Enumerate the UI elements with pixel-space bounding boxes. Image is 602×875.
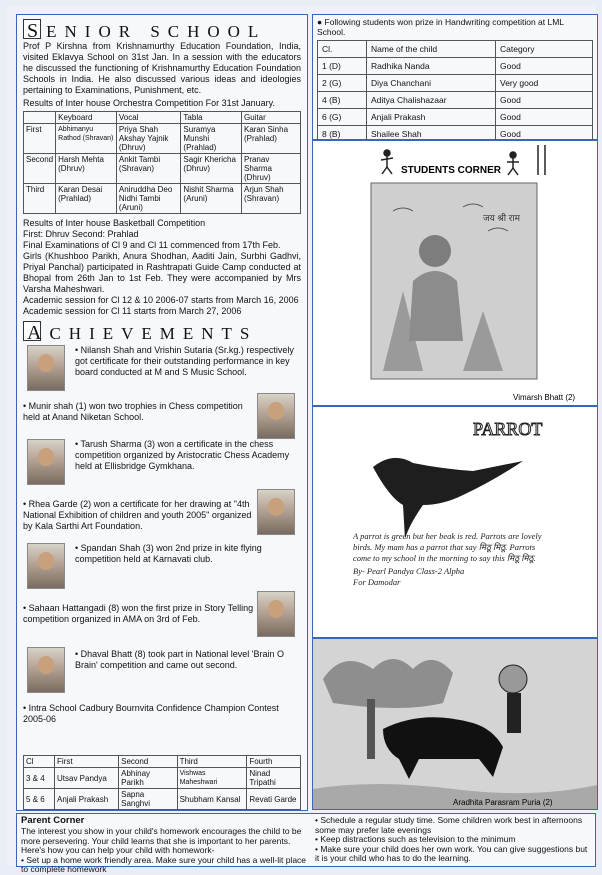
basketball-result: First: Dhruv Second: Prahlad xyxy=(23,229,139,239)
right-column xyxy=(312,14,598,809)
table-cell: Third xyxy=(177,756,247,768)
table-row xyxy=(318,109,593,126)
student-photo xyxy=(27,439,65,485)
table-cell: Second xyxy=(119,756,177,768)
exam-note: Final Examinations of Cl 9 and Cl 11 commenced from 17th Feb. xyxy=(23,240,281,250)
parent-corner-right: • Schedule a regular study time. Some children work best in afternoons some may prefer late evenings • Keep distractions such as television to the minimum • Make sure your child does her own work. You can give suggestions but it is your child who has to do the learning. xyxy=(315,815,588,863)
achievement-item: • Rhea Garde (2) won a certificate for her drawing at "4th National Exhibition of children and youth 2005" organized by Kala Sarthi Art Foundation. xyxy=(23,499,252,531)
table-cell: Suramya Munshi (Prahlad) xyxy=(181,124,242,154)
table-cell: Category xyxy=(496,41,593,58)
table-cell: 2 (G) xyxy=(318,75,367,92)
table-cell: Name of the child xyxy=(367,41,496,58)
student-photo xyxy=(27,647,65,693)
handwriting-table xyxy=(317,40,593,143)
table-row xyxy=(24,789,301,810)
student-photo xyxy=(27,543,65,589)
achievement-item: • Munir shah (1) won two trophies in Chess competition held at Anand Niketan School. xyxy=(23,401,243,422)
table-cell: Aniruddha Deo Nidhi Tambi (Aruni) xyxy=(116,184,181,214)
session-11-note: Academic session for Cl 11 starts from March 27, 2006 xyxy=(23,306,242,316)
achievement-item: • Sahaan Hattangadi (8) won the first prize in Story Telling competition organized in AMA on 3rd of Feb. xyxy=(23,603,254,624)
table-cell: Ninad Tripathi xyxy=(247,768,301,789)
parent-corner xyxy=(16,813,596,874)
table-cell: Good xyxy=(496,58,593,75)
basketball-title: Results of Inter house Basketball Competition xyxy=(23,218,206,228)
table-cell xyxy=(24,810,55,812)
village-drawing xyxy=(313,639,597,809)
contest-table xyxy=(23,755,301,811)
table-cell: Second xyxy=(24,154,56,184)
table-cell: Abhinay Parikh xyxy=(119,768,177,789)
table-cell: Nishit Sharma (Aruni) xyxy=(181,184,242,214)
table-row xyxy=(318,75,593,92)
svg-text:जय श्री राम: जय श्री राम xyxy=(483,213,520,223)
achievement-item: • Spandan Shah (3) won 2nd prize in kite flying competition held at Karnavati club. xyxy=(75,543,262,564)
page xyxy=(6,6,596,874)
table-cell: Anjali Prakash xyxy=(367,109,496,126)
session-12-note: Academic session for Cl 12 & 10 2006-07 starts from March 16, 2006 xyxy=(23,295,299,305)
table-header-row xyxy=(24,756,301,768)
orchestra-title: Results of Inter house Orchestra Competition For 31st January. xyxy=(23,98,275,108)
parent-corner-title: Parent Corner xyxy=(21,815,85,826)
senior-school-column xyxy=(16,14,308,811)
senior-intro: Prof P Kirshna from Krishnamurthy Education Foundation, India, visited Eklavya School on 31st Jan. In a session with the educators he discussed the functioning of Krishnamurthy Education Foundation Schools in India. He also discussed various ideas and ideologies pertaining to Examinations, Punishment, etc. xyxy=(23,41,301,95)
table-cell: First xyxy=(24,124,56,154)
table-cell: Good xyxy=(496,126,593,143)
table-cell xyxy=(247,810,301,812)
table-cell: 8 (B) xyxy=(318,126,367,143)
parent-corner-left: The interest you show in your child's homework encourages the child to be more persevering. Your child learns that she is important to her parents. Here's how you can help your child with homework- • Set up a home work friendly area. Make sure your child has a well-lit place to complete homework xyxy=(21,826,307,874)
students-corner-drawing xyxy=(313,141,597,405)
achievement-item: • Intra School Cadbury Bournvita Confidence Champion Contest 2005-06 xyxy=(23,703,279,724)
table-cell: 3 & 4 xyxy=(24,768,55,789)
orchestra-table xyxy=(23,111,301,214)
table-cell: Diya Chanchani xyxy=(367,75,496,92)
handwriting-prize-box xyxy=(312,14,598,140)
heading-initial: S xyxy=(27,20,47,42)
achievement-item: • Tarush Sharma (3) won a certificate in the chess competition organized by Aristocratic Chess Academy held at Ellisbridge Gymkhana. xyxy=(75,439,290,471)
table-cell: Third xyxy=(24,184,56,214)
table-cell: Vocal xyxy=(116,112,181,124)
table-row xyxy=(318,58,593,75)
table-cell: Ankit Tambi (Shravan) xyxy=(116,154,181,184)
table-cell: Abhimanyu Rathod (Shravan) xyxy=(56,124,117,154)
table-cell: Cl. xyxy=(318,41,367,58)
student-photo xyxy=(257,591,295,637)
table-row xyxy=(24,810,301,812)
table-cell: 5 & 6 xyxy=(24,789,55,810)
table-cell: Very good xyxy=(496,75,593,92)
table-cell: Keyboard xyxy=(56,112,117,124)
achievement-item: • Dhaval Bhatt (8) took part in National level 'Brain O Brain' competition and came out second. xyxy=(75,649,284,670)
table-cell: Sapna Sanghvi xyxy=(119,789,177,810)
table-cell: Harsh Mehta (Dhruv) xyxy=(56,154,117,184)
table-cell: Priya Shah Akshay Yajnik (Dhruv) xyxy=(116,124,181,154)
table-cell: Utsav Pandya xyxy=(55,768,119,789)
parrot-text: A parrot is green but her beak is red. Parrots are lovely birds. My mam has a parrot that say मिठू मिठू. Parrots come to my school in the morning to say this मिठू मिठू. xyxy=(353,531,542,563)
table-cell: Fourth xyxy=(247,756,301,768)
table-row xyxy=(24,124,301,154)
achievements-list xyxy=(17,343,307,753)
camp-note: Girls (Khushboo Parikh, Anura Shodhan, Aaditi Jain, Surbhi Gadhvi, Priyal Panchal) participated in Rashtrapati Guide Camp conducted at Bhopal from 26th Jan to 1st Feb. They were accompanied by Mrs Varsha Maheshwari. xyxy=(23,251,301,294)
table-cell: Sagir Khericha (Dhruv) xyxy=(181,154,242,184)
table-row xyxy=(24,154,301,184)
table-cell xyxy=(177,810,247,812)
table-header-row xyxy=(24,112,301,124)
parrot-drawing xyxy=(313,407,597,637)
table-cell: Shailee Shah xyxy=(367,126,496,143)
student-photo xyxy=(257,489,295,535)
table-row xyxy=(24,768,301,789)
drawing-caption: Vimarsh Bhatt (2) xyxy=(513,393,576,402)
parrot-icon xyxy=(373,458,523,539)
drawing-caption: Aradhita Parasram Puria (2) xyxy=(453,798,553,807)
table-row xyxy=(318,92,593,109)
table-cell: Guitar xyxy=(241,112,300,124)
table-cell: Aditya Chalishazaar xyxy=(367,92,496,109)
table-row xyxy=(24,184,301,214)
achievements-heading xyxy=(23,321,301,343)
parrot-author: By- Pearl Pandya Class-2 Alpha xyxy=(353,566,465,576)
table-cell: Cl xyxy=(24,756,55,768)
table-cell: Revati Garde xyxy=(247,789,301,810)
table-cell xyxy=(55,810,119,812)
student-photo xyxy=(257,393,295,439)
table-header-row xyxy=(318,41,593,58)
table-cell: Pranav Sharma (Dhruv) xyxy=(241,154,300,184)
table-cell: Good xyxy=(496,109,593,126)
student-photo xyxy=(27,345,65,391)
table-cell: Anjali Prakash xyxy=(55,789,119,810)
senior-school-heading xyxy=(23,19,301,41)
table-cell: Karan Sinha (Prahlad) xyxy=(241,124,300,154)
students-corner-title: STUDENTS CORNER xyxy=(401,165,502,176)
parrot-drawing-box xyxy=(312,406,598,638)
heading-rest: CHIEVEMENTS xyxy=(49,324,258,343)
table-cell: Shubham Kansal xyxy=(177,789,247,810)
table-cell: Radhika Nanda xyxy=(367,58,496,75)
achievement-item: • Nilansh Shah and Vrishin Sutaria (Sr.kg.) respectively got certificate for their outstanding performance in key board conducted at M and S Music School. xyxy=(75,345,294,377)
table-cell: First xyxy=(55,756,119,768)
heading-rest: ENIOR SCHOOL xyxy=(46,22,267,41)
village-drawing-box xyxy=(312,638,598,810)
table-cell: 6 (G) xyxy=(318,109,367,126)
table-cell: 4 (B) xyxy=(318,92,367,109)
handwriting-title: ● Following students won prize in Handwriting competition at LML School. xyxy=(317,17,564,37)
students-corner-box xyxy=(312,140,598,406)
parrot-signature: For Damodar xyxy=(353,577,401,587)
table-cell: Arjun Shah (Shravan) xyxy=(241,184,300,214)
table-cell: Karan Desai (Prahlad) xyxy=(56,184,117,214)
table-cell xyxy=(24,112,56,124)
heading-initial: A xyxy=(27,322,50,344)
table-cell: Good xyxy=(496,92,593,109)
table-cell: Vishwas Maheshwari xyxy=(177,768,247,789)
table-cell: 1 (D) xyxy=(318,58,367,75)
table-cell: Tabla xyxy=(181,112,242,124)
table-cell xyxy=(119,810,177,812)
parrot-title: PARROT xyxy=(473,419,543,439)
